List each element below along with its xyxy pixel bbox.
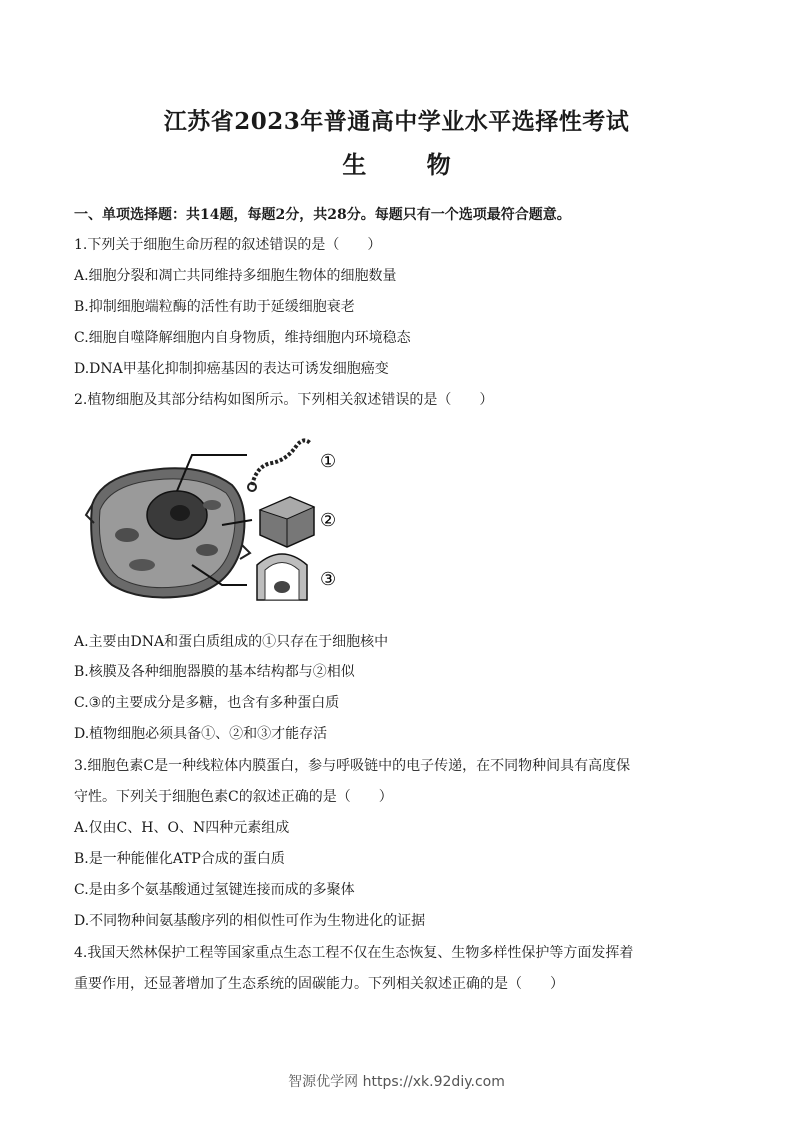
question-1-option-b: B.抑制细胞端粒酶的活性有助于延缓细胞衰老 — [74, 299, 355, 315]
figure-label-2: ② — [320, 510, 337, 531]
section-heading: 一、单项选择题：共14题，每题2分，共28分。每题只有一个选项最符合题意。 — [74, 207, 571, 223]
question-3-option-d: D.不同物种间氨基酸序列的相似性可作为生物进化的证据 — [74, 913, 426, 929]
question-2-option-c: C.③的主要成分是多糖，也含有多种蛋白质 — [74, 695, 340, 711]
question-3-option-a: A.仅由C、H、O、N四种元素组成 — [74, 820, 290, 836]
cell-wall-structure — [257, 554, 307, 600]
question-2-option-a: A.主要由DNA和蛋白质组成的①只存在于细胞核中 — [74, 634, 389, 650]
exam-title: 江苏省2023年普通高中学业水平选择性考试 — [163, 108, 630, 135]
question-3-option-b: B.是一种能催化ATP合成的蛋白质 — [74, 851, 285, 867]
figure-label-1: ① — [320, 451, 337, 472]
question-1-option-c: C.细胞自噬降解细胞内自身物质，维持细胞内环境稳态 — [74, 330, 411, 346]
question-1-option-d: D.DNA甲基化抑制抑癌基因的表达可诱发细胞癌变 — [74, 361, 389, 377]
question-3-stem-line2: 守性。下列关于细胞色素C的叙述正确的是（ ） — [74, 789, 393, 805]
question-3-option-c: C.是由多个氨基酸通过氢键连接而成的多聚体 — [74, 882, 355, 898]
question-2-option-b: B.核膜及各种细胞器膜的基本结构都与②相似 — [74, 664, 355, 680]
exam-subject: 生 物 — [342, 150, 477, 179]
question-2-stem: 2.植物细胞及其部分结构如图所示。下列相关叙述错误的是（ ） — [74, 392, 494, 408]
question-4-stem-line1: 4.我国天然林保护工程等国家重点生态工程不仅在生态恢复、生物多样性保护等方面发挥着 — [74, 945, 634, 961]
question-4-stem-line2: 重要作用，还显著增加了生态系统的固碳能力。下列相关叙述正确的是（ ） — [74, 976, 564, 992]
question-3-stem-line1: 3.细胞色素C是一种线粒体内膜蛋白，参与呼吸链中的电子传递，在不同物种间具有高度保 — [74, 758, 631, 774]
figure-label-3: ③ — [320, 569, 337, 590]
membrane-structure — [260, 497, 314, 547]
chromatin-structure — [248, 440, 310, 491]
plant-cell-illustration — [86, 468, 250, 597]
plant-cell-figure — [82, 425, 352, 613]
question-2-option-d: D.植物细胞必须具备①、②和③才能存活 — [74, 726, 328, 742]
question-1-stem: 1.下列关于细胞生命历程的叙述错误的是（ ） — [74, 237, 382, 253]
footer-watermark: 智源优学网 https://xk.92diy.com — [288, 1074, 505, 1090]
question-1-option-a: A.细胞分裂和凋亡共同维持多细胞生物体的细胞数量 — [74, 268, 397, 284]
